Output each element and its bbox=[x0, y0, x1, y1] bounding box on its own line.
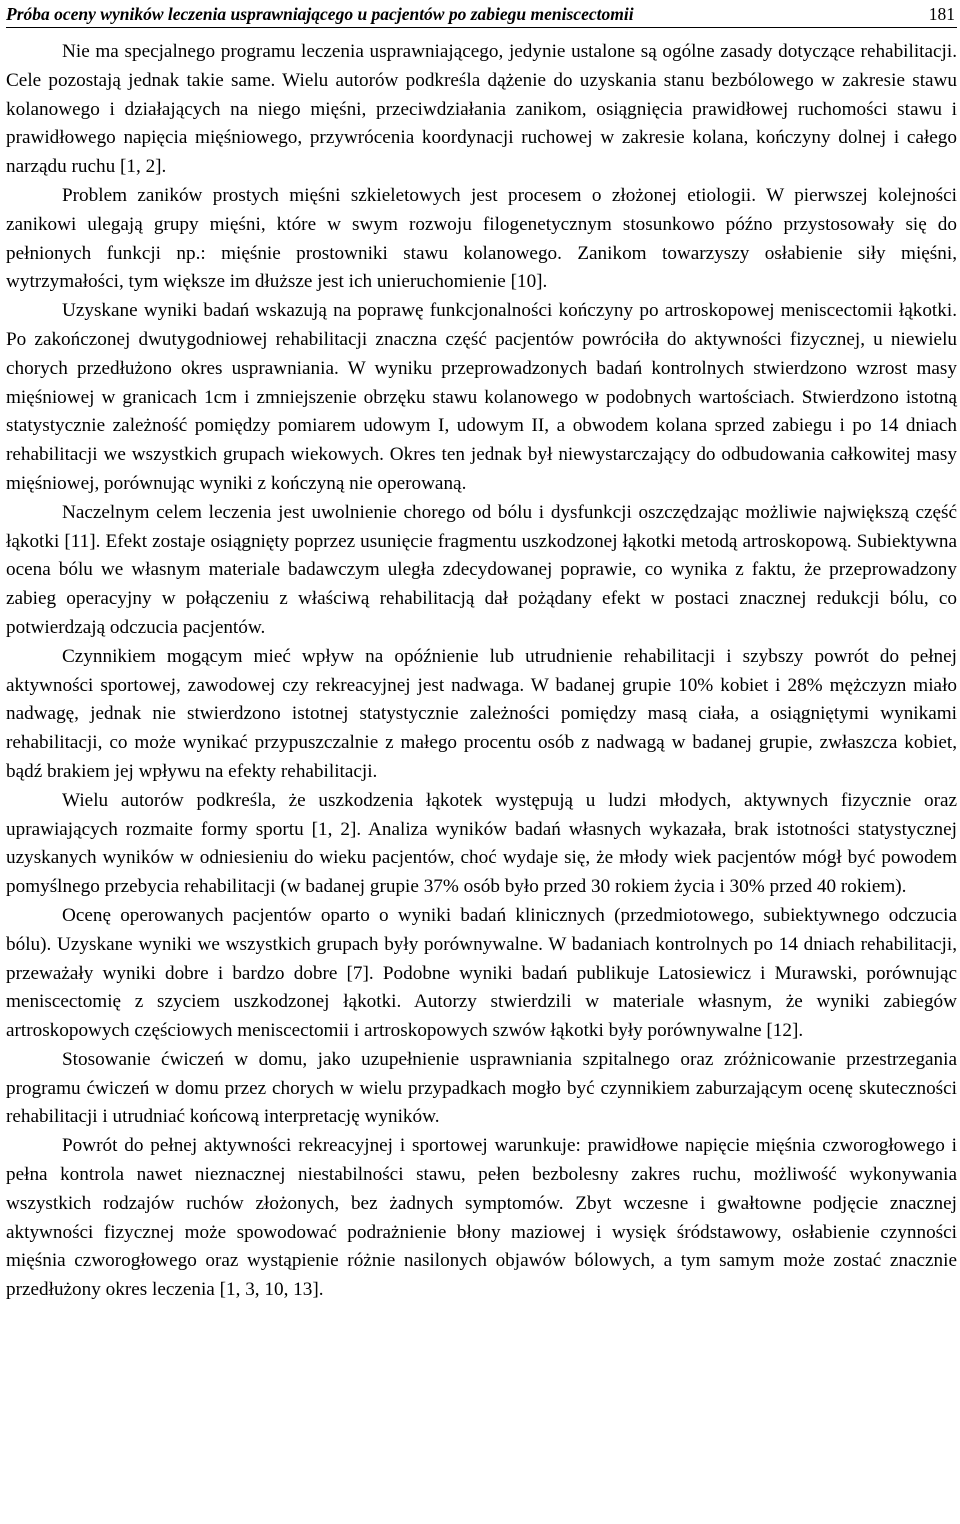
page-number: 181 bbox=[928, 4, 955, 24]
paragraph: Stosowanie ćwiczeń w domu, jako uzupełnienie usprawniania szpitalnego oraz zróżnicowanie przestrzegania programu ćwiczeń w domu przez chorych w wielu przypadkach mogło być czynnikiem zaburzającym ocenę skuteczności rehabilitacji i utrudniać końcową interpretację wyników. bbox=[6, 1048, 957, 1128]
paragraph: Wielu autorów podkreśla, że uszkodzenia łąkotek występują u ludzi młodych, aktywnych fizycznie oraz uprawiających rozmaite formy sportu [1, 2]. Analiza wyników badań własnych wykazała, brak istotności statystycznej uzyskanych wyników w odniesieniu do wieku pacjentów, choć wydaje się, że młody wiek pacjentów mógł być powodem pomyślnego przebycia rehabilitacji (w badanej grupie 37% osób było przed 30 rokiem życia i 30% przed 40 rokiem). bbox=[6, 789, 957, 898]
paragraph: Uzyskane wyniki badań wskazują na poprawę funkcjonalności kończyny po artroskopowej meniscectomii łąkotki. Po zakończonej dwutygodniowej rehabilitacji znaczna część pacjentów powróciła do aktywności fizycznej, u niewielu chorych przedłużono okres usprawniania. W wyniku przeprowadzonych badań kontrolnych stwierdzono wzrost masy mięśniowej w granicach 1cm i zmniejszenie obrzęku stawu kolanowego w podobnych wartościach. Stwierdzono istotną statystycznie zależność pomiędzy pomiarem udowym I, udowym II, a obwodem kolana sprzed zabiegu i po 14 dniach rehabilitacji we wszystkich grupach wiekowych. Okres ten jednak był niewystarczający do odbudowania całkowitej masy mięśniowej, porównując wyniki z kończyną nie operowaną. bbox=[6, 300, 957, 494]
running-title: Próba oceny wyników leczenia usprawniającego u pacjentów po zabiegu meniscectomii bbox=[6, 4, 634, 24]
body-text bbox=[6, 38, 957, 1305]
paragraph: Powrót do pełnej aktywności rekreacyjnej i sportowej warunkuje: prawidłowe napięcie mięśnia czworogłowego i pełna kontrola nawet nieznacznej niestabilności stawu, pełen bezbolesny zakres ruchu, możliwość wykonywania wszystkich rodzajów ruchów złożonych, bez żadnych symptomów. Zbyt wczesne i gwałtowne podjęcie znacznej aktywności fizycznej może spowodować podrażnienie błony maziowej i wysięk śródstawowy, osłabienie czynności mięśnia czworogłowego oraz wystąpienie różnie nasilonych objawów bólowych, a tym samym może zostać znacznie przedłużony okres leczenia [1, 3, 10, 13]. bbox=[6, 1135, 957, 1301]
paragraph: Naczelnym celem leczenia jest uwolnienie chorego od bólu i dysfunkcji oszczędzając możliwie największą część łąkotki [11]. Efekt zostaje osiągnięty poprzez usunięcie fragmentu uszkodzonej łąkotki metodą artroskopową. Subiektywna ocena bólu we własnym materiale badawczym uległa zdecydowanej poprawie, co wynika z faktu, że przeprowadzony zabieg operacyjny w połączeniu z właściwą rehabilitacją dał pożądany efekt w postaci znacznej redukcji bólu, co potwierdzają odczucia pacjentów. bbox=[6, 501, 957, 638]
paragraph: Ocenę operowanych pacjentów oparto o wyniki badań klinicznych (przedmiotowego, subiektywnego odczucia bólu). Uzyskane wyniki we wszystkich grupach były porównywalne. W badaniach kontrolnych po 14 dniach rehabilitacji, przeważały wyniki dobre i bardzo dobre [7]. Podobne wyniki badań publikuje Latosiewicz i Murawski, porównując meniscectomię z szyciem uszkodzonej łąkotki. Autorzy stwierdzili w materiale własnym, że wyniki zabiegów artroskopowych częściowych meniscectomii i artroskopowych szwów łąkotki były porównywalne [12]. bbox=[6, 904, 957, 1042]
paragraph: Nie ma specjalnego programu leczenia usprawniającego, jedynie ustalone są ogólne zasady dotyczące rehabilitacji. Cele pozostają jednak takie same. Wielu autorów podkreśla dążenie do uzyskania stanu bezbólowego w zakresie stawu kolanowego i działających na niego mięśni, przeciwdziałania zanikom, osiągnięcia prawidłowej ruchomości stawu i prawidłowego napięcia mięśniowego, przywrócenia koordynacji ruchowej w zakresie kolana, kończyny dolnej i całego narządu ruchu [1, 2]. bbox=[6, 41, 957, 178]
running-header bbox=[6, 0, 957, 28]
paragraph: Czynnikiem mogącym mieć wpływ na opóźnienie lub utrudnienie rehabilitacji i szybszy powrót do pełnej aktywności sportowej, zawodowej czy rekreacyjnej jest nadwaga. W badanej grupie 10% kobiet i 28% mężczyzn miało nadwagę, jednak nie stwierdzono istotnej statystycznie zależności pomiędzy masą ciała, a osiągniętymi wynikami rehabilitacji, co może wynikać przypuszczalnie z małego procentu osób z nadwagą w badanej grupie, zwłaszcza kobiet, bądź brakiem jej wpływu na efekty rehabilitacji. bbox=[6, 645, 957, 782]
paragraph: Problem zaników prostych mięśni szkieletowych jest procesem o złożonej etiologii. W pierwszej kolejności zanikowi ulegają grupy mięśni, które w swym rozwoju filogenetycznym stosunkowo późno przystosowały się do pełnionych funkcji np.: mięśnie prostowniki stawu kolanowego. Zanikom towarzyszy osłabienie siły mięśni, wytrzymałości, tym większe im dłuższe jest ich unieruchomienie [10]. bbox=[6, 184, 957, 293]
